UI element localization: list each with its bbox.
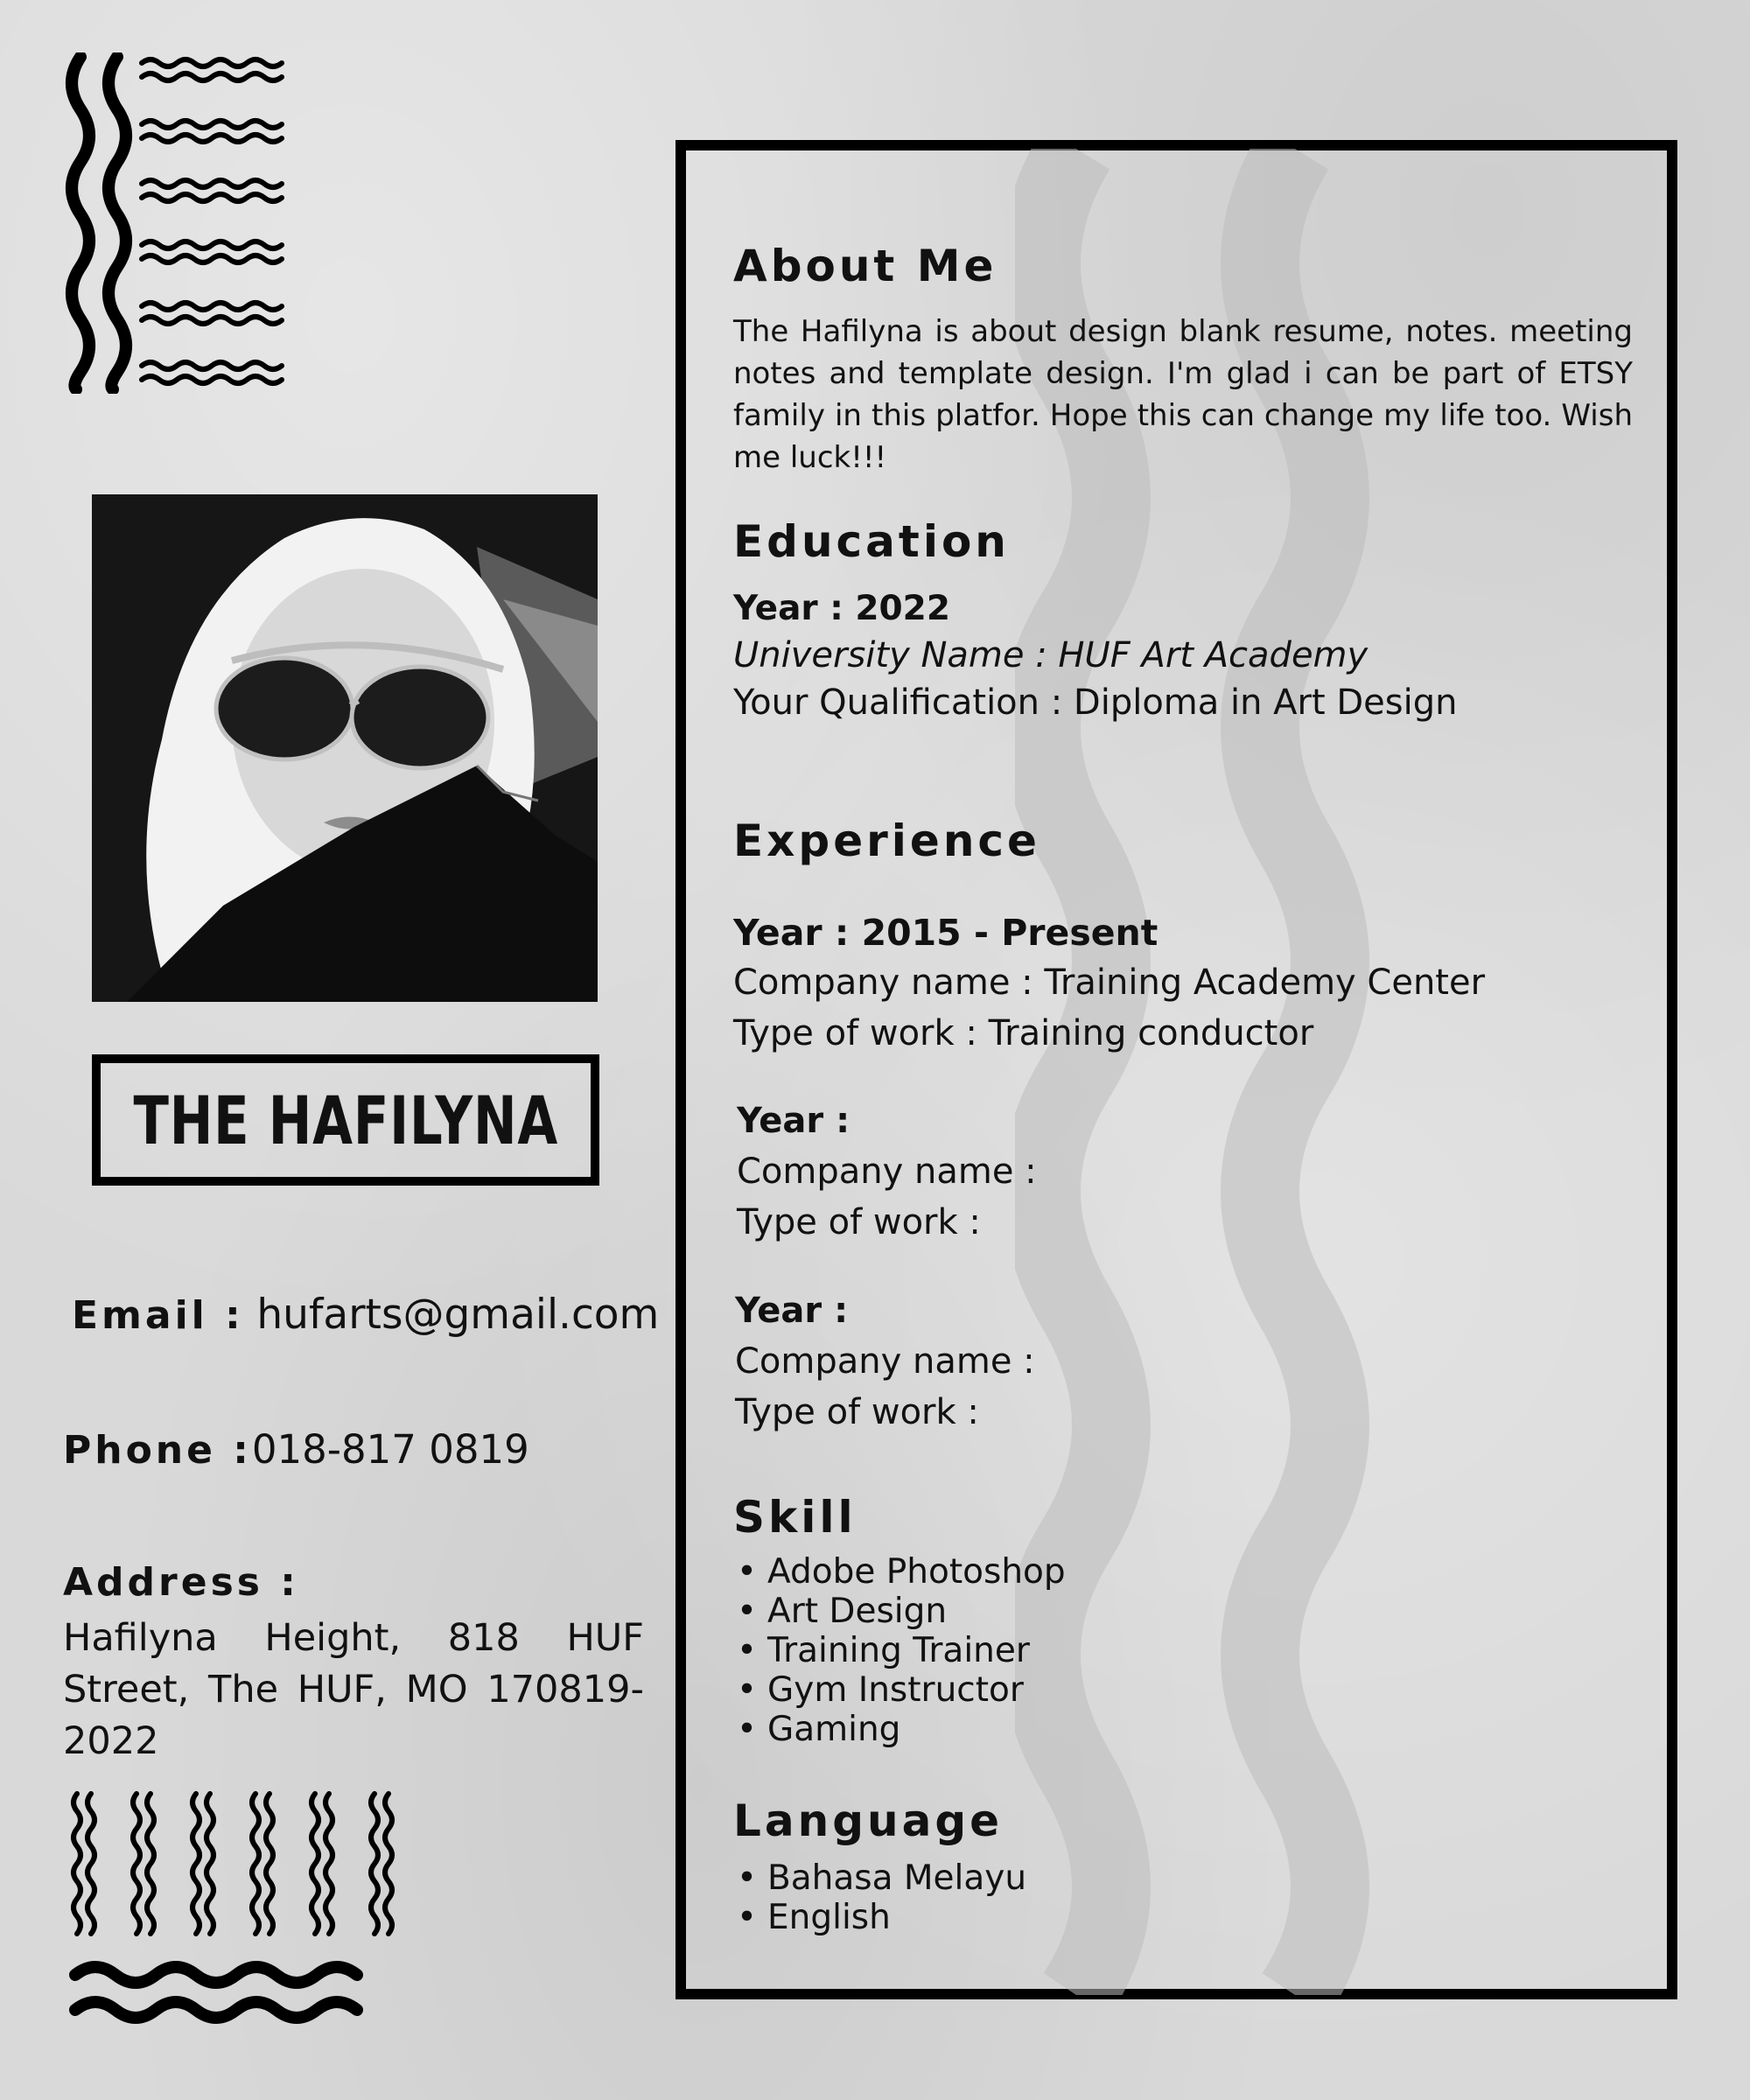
list-item: • Gaming <box>737 1710 1066 1749</box>
list-item: • Bahasa Melayu <box>737 1858 1026 1898</box>
about-title: About Me <box>733 241 998 291</box>
phone-label: Phone : <box>63 1428 252 1473</box>
experience-title: Experience <box>733 816 1040 866</box>
about-text: The Hafilyna is about design blank resume, notes. meeting notes and template design. I'm glad i can be part of ETSY family in this platfor. Hope this can change my life too. Wish me luck!!! <box>733 314 1633 475</box>
experience-year-3: Year : <box>735 1291 849 1331</box>
experience-work-3: Type of work : <box>735 1392 979 1432</box>
address-value: Hafilyna Height, 818 HUF Street, The HUF, MO 170819-2022 <box>63 1616 644 1763</box>
address-label: Address : <box>63 1560 299 1605</box>
email-label: Email : <box>72 1293 244 1338</box>
name-box <box>92 1054 599 1186</box>
email-row <box>72 1291 659 1339</box>
language-list <box>737 1858 1026 1937</box>
experience-company-3: Company name : <box>735 1341 1035 1382</box>
phone-row <box>63 1426 529 1473</box>
wave-decoration-bottom <box>68 1789 418 2034</box>
education-year: Year : 2022 <box>733 589 950 628</box>
experience-year-1: Year : 2015 - Present <box>733 912 1158 954</box>
education-qualification: Your Qualification : Diploma in Art Design <box>733 682 1458 723</box>
education-university: University Name : HUF Art Academy <box>733 635 1368 676</box>
experience-company-1: Company name : Training Academy Center <box>733 962 1486 1003</box>
skill-title: Skill <box>733 1492 857 1543</box>
language-title: Language <box>733 1796 1004 1846</box>
list-item: • Training Trainer <box>737 1631 1066 1670</box>
education-title: Education <box>733 516 1010 567</box>
list-item: • Art Design <box>737 1592 1066 1631</box>
experience-work-1: Type of work : Training conductor <box>733 1013 1314 1054</box>
email-value[interactable]: hufarts@gmail.com <box>256 1291 660 1339</box>
experience-work-2: Type of work : <box>737 1202 981 1242</box>
profile-photo <box>92 494 598 1002</box>
wave-decoration-top <box>54 52 290 394</box>
list-item: • English <box>737 1898 1026 1937</box>
experience-year-2: Year : <box>737 1101 850 1141</box>
list-item: • Adobe Photoshop <box>737 1552 1066 1592</box>
phone-value: 018-817 0819 <box>251 1426 529 1473</box>
skill-list <box>737 1552 1066 1749</box>
profile-name: THE HAFILYNA <box>133 1081 558 1159</box>
portrait-photo-icon <box>92 494 598 1002</box>
list-item: • Gym Instructor <box>737 1670 1066 1710</box>
experience-company-2: Company name : <box>737 1152 1037 1192</box>
